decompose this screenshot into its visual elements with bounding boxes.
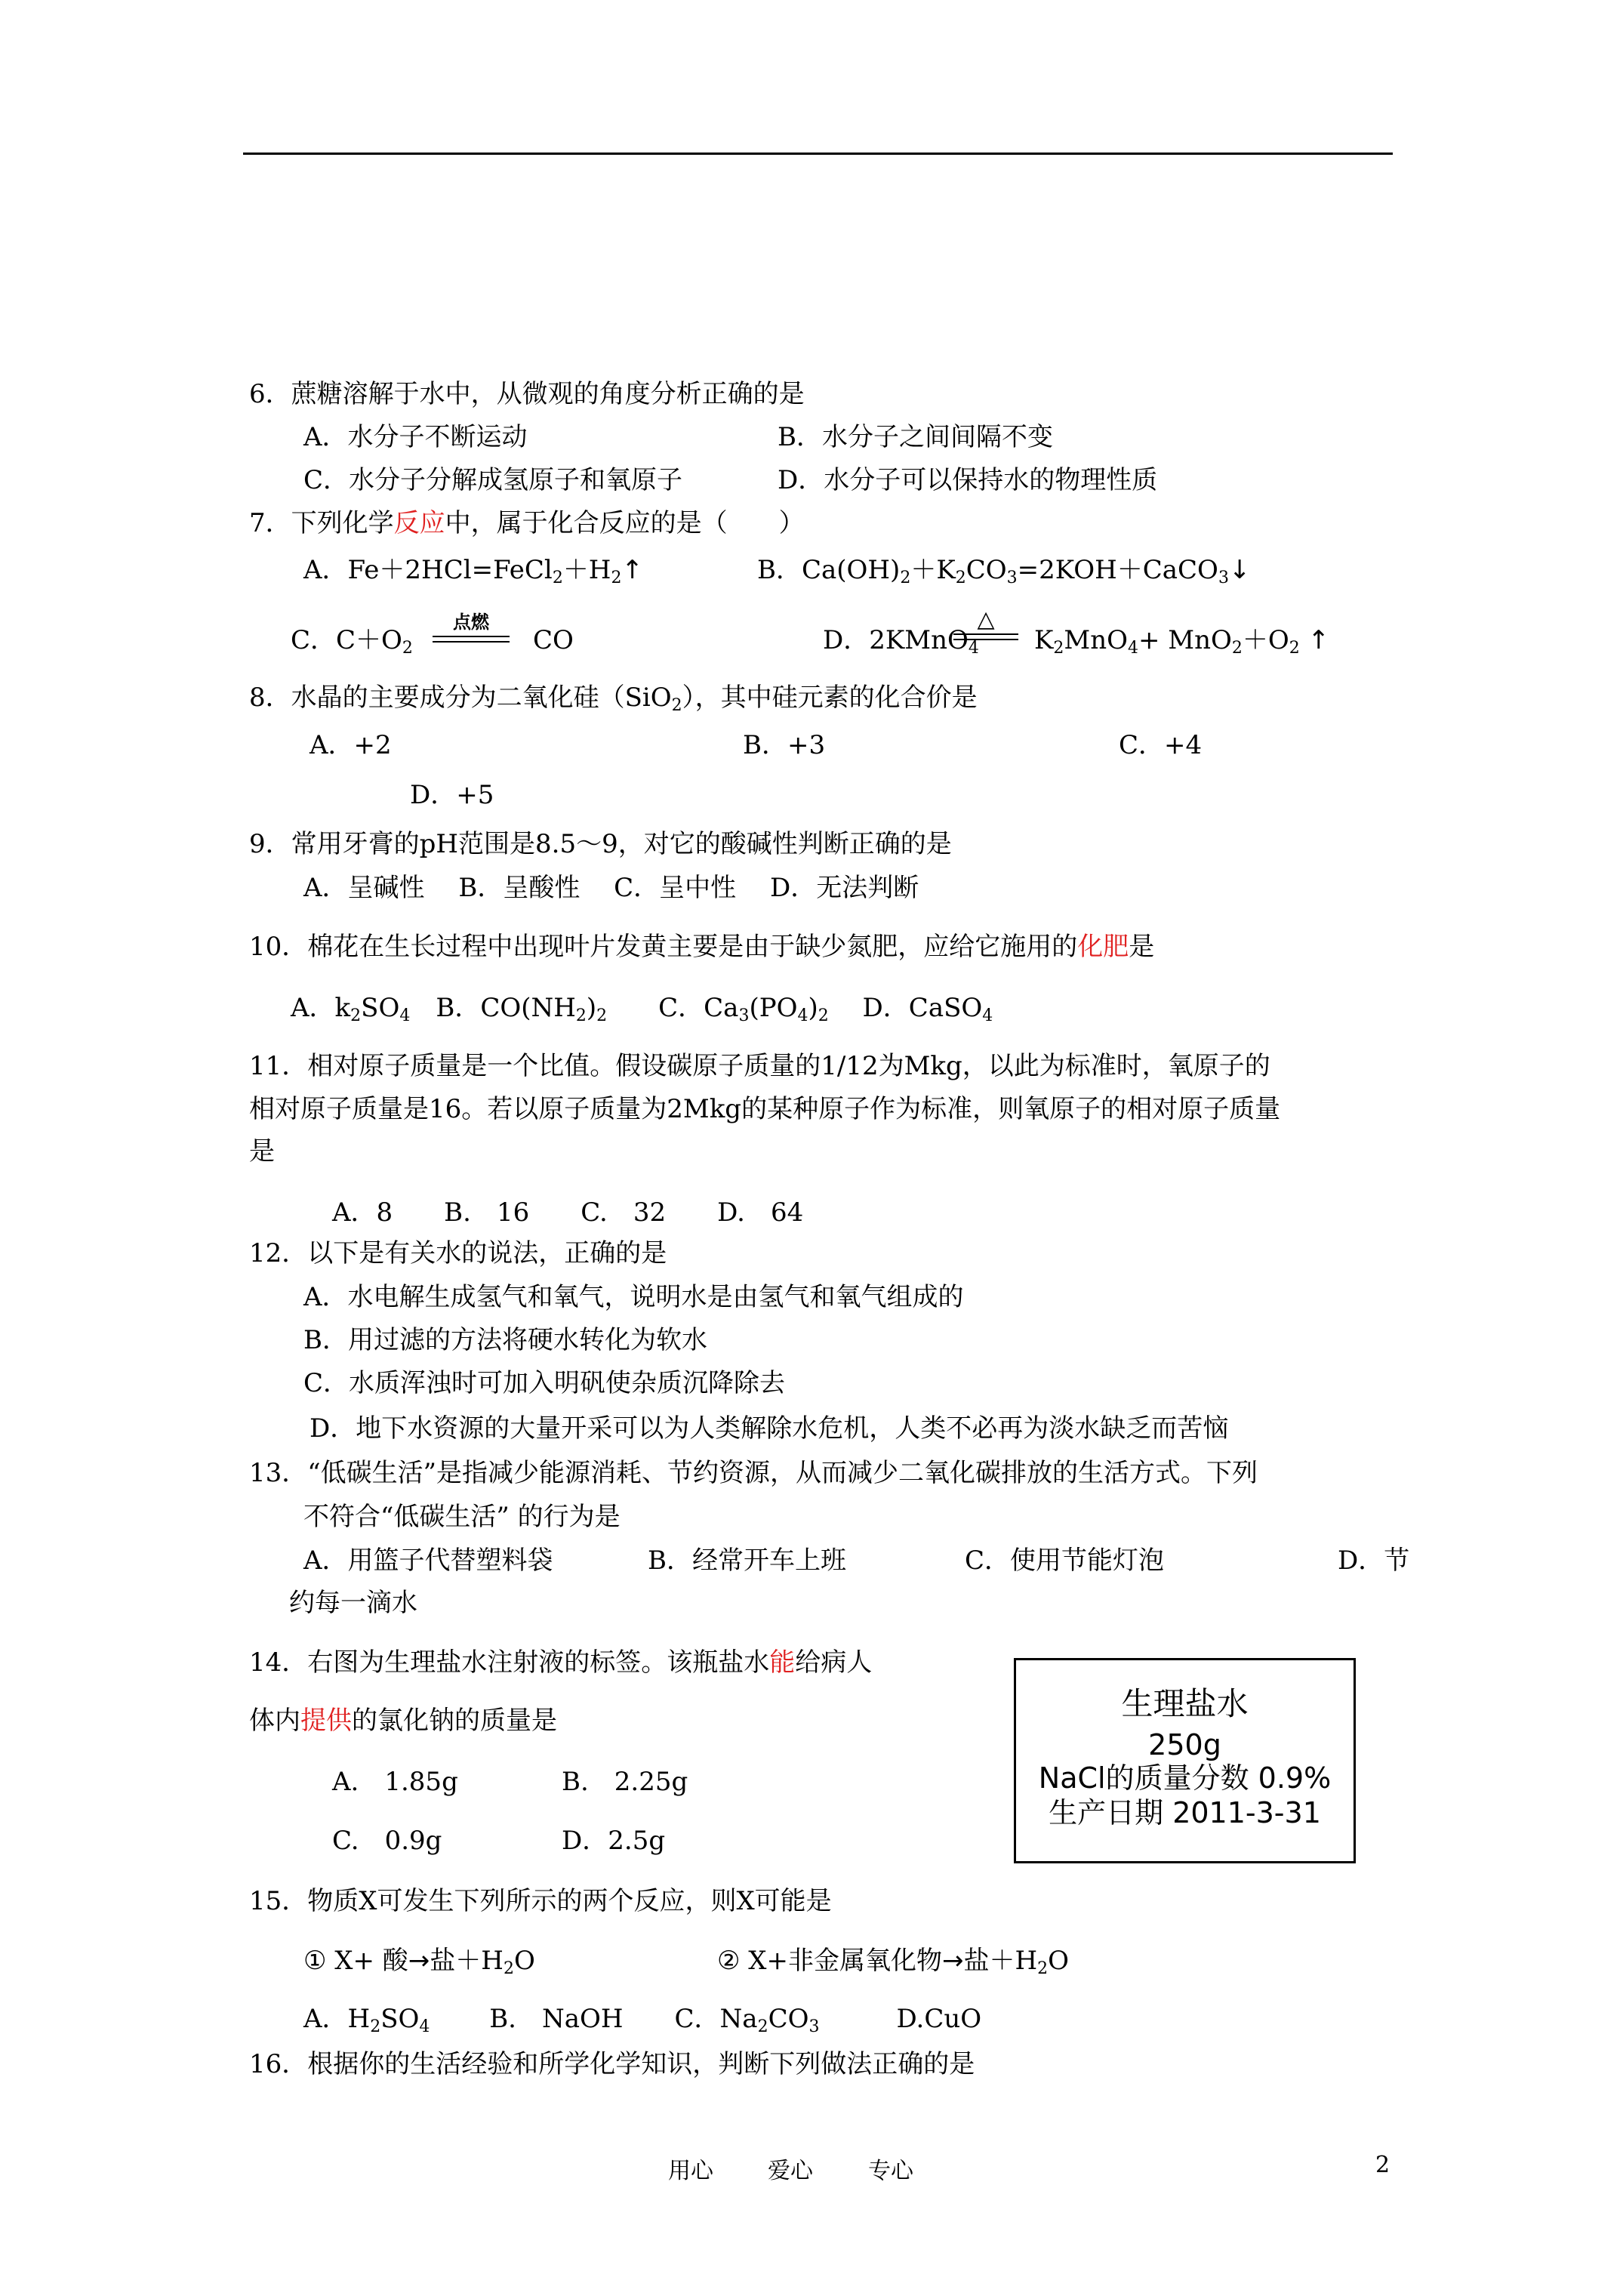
q10-options: A．$k_2SO_4$ B．$CO(NH_2)_2$ C．$Ca_3(PO_4)_2$ D．CaSO$_4$: [291, 993, 993, 1025]
q7-stem: 7．下列化学反应中，属于化合反应的是（ ）: [249, 508, 805, 538]
saline-label-fraction: NaCl的质量分数 0.9%: [1038, 1761, 1332, 1795]
q7-d-condition: △: [953, 609, 1018, 640]
q10-stem: 10．棉花在生长过程中出现叶片发黄主要是由于缺少氮肥，应给它施用的化肥是: [249, 932, 1155, 962]
page-number: 2: [1375, 2152, 1390, 2178]
footer-motto-2: 爱心: [768, 2158, 813, 2184]
footer-motto-3: 专心: [868, 2158, 913, 2184]
q6-option-c: C．水分子分解成氢原子和氧原子: [303, 465, 683, 495]
q13-line2: 不符合“低碳生活” 的行为是: [303, 1502, 621, 1532]
q13-line1: 13．“低碳生活”是指减少能源消耗、节约资源，从而减少二氧化碳排放的生活方式。下列: [249, 1458, 1258, 1488]
q14-option-a: A. 1.85g: [332, 1767, 458, 1797]
q11-line1: 11．相对原子质量是一个比值。假设碳原子质量的1/12为Mkg，以此为标准时，氧原子的: [249, 1051, 1270, 1081]
q8-stem: 8．水晶的主要成分为二氧化硅（SiO$_2$），其中硅元素的化合价是: [249, 683, 978, 715]
q13-option-a: A．用篮子代替塑料袋: [303, 1546, 553, 1576]
q8-option-a: A．+2: [310, 730, 392, 760]
q13-option-d: D．节: [1338, 1546, 1410, 1576]
q14-option-b: B. 2.25g: [562, 1767, 688, 1797]
q12-option-a: A．水电解生成氢气和氧气，说明水是由氢气和氧气组成的: [303, 1282, 964, 1312]
q13-option-d-cont: 约每一滴水: [289, 1588, 417, 1618]
q8-option-b: B．+3: [743, 730, 826, 760]
saline-label-title: 生理盐水: [1121, 1685, 1249, 1722]
q15-reaction-1: ① X+ 酸→盐$+H_2O$: [303, 1946, 535, 1978]
q14-option-c: C. 0.9g: [332, 1826, 442, 1856]
q9-options: A．呈碱性 B．呈酸性 C．呈中性 D．无法判断: [303, 873, 919, 903]
q7-option-c: C．$C+O_2$: [291, 625, 413, 658]
saline-label-mass: 250g: [1148, 1728, 1221, 1761]
saline-label-date: 生产日期 2011-3-31: [1049, 1796, 1321, 1829]
q7-option-b: B．$Ca(OH)_2+K_2CO_3=2KOH+CaCO_3↓$: [757, 555, 1251, 587]
q12-stem: 12．以下是有关水的说法，正确的是: [249, 1238, 667, 1268]
q8-option-c: C．+4: [1119, 730, 1203, 760]
q9-stem: 9．常用牙膏的pH范围是8.5～9，对它的酸碱性判断正确的是: [249, 829, 952, 859]
q14-option-d: D．2.5g: [562, 1826, 666, 1856]
q11-options: A．8 B. 16 C. 32 D. 64: [332, 1197, 804, 1228]
q12-option-d: D．地下水资源的大量开采可以为人类解除水危机，人类不必再为淡水缺乏而苦恼: [310, 1413, 1229, 1444]
q14-line1: 14．右图为生理盐水注射液的标签。该瓶盐水能给病人: [249, 1647, 873, 1678]
footer-motto-1: 用心: [668, 2158, 713, 2184]
q6-option-b: B．水分子之间间隔不变: [778, 422, 1053, 452]
q11-line2: 相对原子质量是16。若以原子质量为2Mkg的某种原子作为标准，则氧原子的相对原子质量: [249, 1094, 1281, 1124]
header-rule: [243, 153, 1393, 155]
saline-label: [1014, 1658, 1356, 1863]
q7-c-product: CO: [533, 625, 574, 655]
q12-option-c: C．水质浑浊时可加入明矾使杂质沉降除去: [303, 1368, 786, 1398]
q15-reaction-2: ② X+非金属氧化物→盐$+H_2O$: [717, 1946, 1070, 1978]
q7-option-d: D．2KMnO$_4$: [823, 625, 979, 658]
q7-d-product: $K_2MnO_4+ MnO_2+O_2$ ↑: [1034, 625, 1330, 658]
q13-option-b: B．经常开车上班: [648, 1546, 846, 1576]
q12-option-b: B．用过滤的方法将硬水转化为软水: [303, 1325, 707, 1355]
q7-c-condition: 点燃: [433, 613, 510, 643]
q13-option-c: C．使用节能灯泡: [965, 1546, 1165, 1576]
q16-stem: 16．根据你的生活经验和所学化学知识，判断下列做法正确的是: [249, 2049, 975, 2079]
q14-line2: 体内提供的氯化钠的质量是: [249, 1706, 557, 1736]
q6-option-d: D．水分子可以保持水的物理性质: [778, 465, 1158, 495]
q15-stem: 15．物质X可发生下列所示的两个反应，则X可能是: [249, 1886, 832, 1916]
q11-line3: 是: [249, 1136, 275, 1166]
q6-option-a: A．水分子不断运动: [303, 422, 528, 452]
q15-options: A．$H_2SO_4$ B. NaOH C．$Na_2CO_3$ D.CuO: [303, 2004, 982, 2036]
q6-stem: 6．蔗糖溶解于水中，从微观的角度分析正确的是: [249, 379, 805, 409]
q7-option-a: A．$Fe+2HCl=FeCl_2+H_2↑$: [303, 555, 643, 587]
q8-option-d: D．+5: [410, 780, 494, 810]
